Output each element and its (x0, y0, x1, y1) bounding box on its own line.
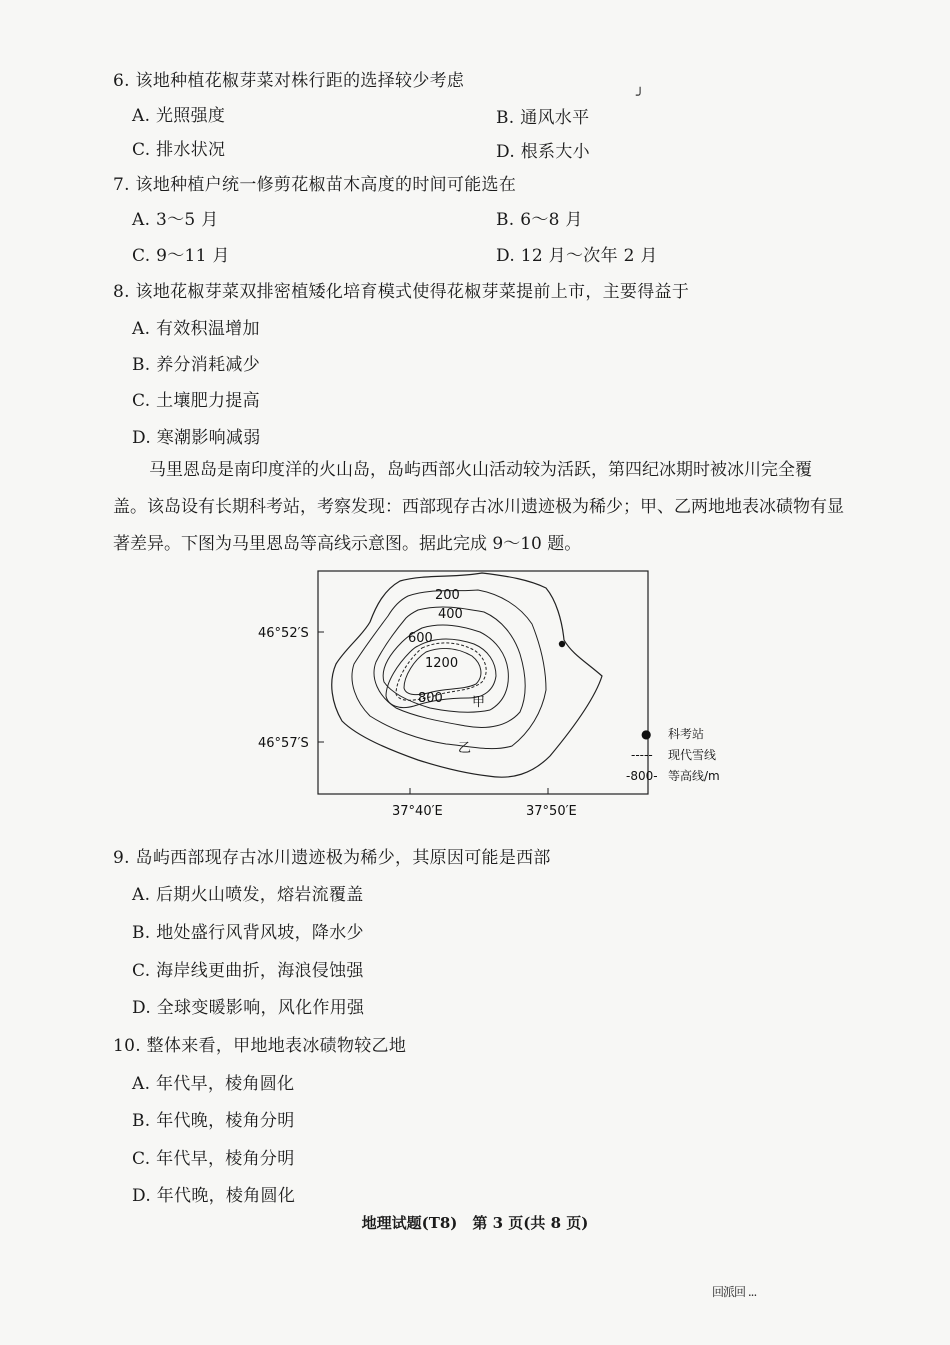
contour-map-svg (250, 566, 750, 826)
q7-option-a: A. 3～5 月 (132, 210, 219, 230)
q7-option-c: C. 9～11 月 (132, 246, 230, 266)
q9-option-c: C. 海岸线更曲折，海浪侵蚀强 (132, 961, 364, 981)
question-7-stem: 7. 该地种植户统一修剪花椒苗木高度的时间可能选在 (113, 175, 517, 195)
q8-option-b: B. 养分消耗减少 (132, 355, 260, 375)
corner-qr-text: 回派回 ... (712, 1285, 757, 1299)
legend-snowline: 现代雪线 (668, 748, 717, 762)
contour-label-600: 600 (408, 631, 433, 646)
contour-map (250, 566, 750, 826)
q10-option-c: C. 年代早，棱角分明 (132, 1149, 295, 1169)
question-9-stem: 9. 岛屿西部现存古冰川遗迹极为稀少，其原因可能是西部 (113, 848, 551, 868)
q7-option-d: D. 12 月～次年 2 月 (496, 246, 658, 266)
passage-line-3: 著差异。下图为马里恩岛等高线示意图。据此完成 9～10 题。 (113, 534, 582, 554)
question-6-stem: 6. 该地种植花椒芽菜对株行距的选择较少考虑 (113, 71, 465, 91)
q8-option-a: A. 有效积温增加 (132, 319, 260, 339)
q8-option-c: C. 土壤肥力提高 (132, 391, 260, 411)
reading-passage (113, 452, 873, 563)
lat-label-1: 46°52′S (258, 626, 309, 641)
research-station-dot (559, 641, 565, 647)
passage-line-1: 马里恩岛是南印度洋的火山岛，岛屿西部火山活动较为活跃，第四纪冰期时被冰川完全覆 (149, 460, 812, 480)
q6-option-c: C. 排水状况 (132, 140, 226, 160)
q10-option-b: B. 年代晚，棱角分明 (132, 1111, 295, 1131)
legend-station-symbol: ● (641, 727, 652, 741)
question-10-stem: 10. 整体来看，甲地地表冰碛物较乙地 (113, 1036, 407, 1056)
q10-option-d: D. 年代晚，棱角圆化 (132, 1186, 296, 1206)
lon-label-2: 37°50′E (526, 804, 577, 819)
place-label-jia: 甲 (472, 695, 486, 710)
q6-option-a: A. 光照强度 (132, 106, 226, 126)
contour-label-800: 800 (418, 691, 443, 706)
q7-option-b: B. 6～8 月 (496, 210, 583, 230)
question-8-stem: 8. 该地花椒芽菜双排密植矮化培育模式使得花椒芽菜提前上市，主要得益于 (113, 282, 690, 302)
passage-line-2: 盖。该岛设有长期科考站，考察发现：西部现存古冰川遗迹极为稀少；甲、乙两地地表冰碛物有显 (113, 497, 844, 517)
page-footer: 地理试题(T8) 第 3 页(共 8 页) (361, 1214, 589, 1232)
q8-option-d: D. 寒潮影响减弱 (132, 428, 261, 448)
legend-contour-symbol: -800- (626, 769, 658, 783)
q9-option-b: B. 地处盛行风背风坡，降水少 (132, 923, 364, 943)
contour-label-1200: 1200 (425, 656, 459, 671)
legend-snowline-symbol: ----- (631, 748, 653, 762)
q6-option-b: B. 通风水平 (496, 108, 590, 128)
lon-label-1: 37°40′E (392, 804, 443, 819)
map-frame (318, 571, 648, 794)
legend-contour: 等高线/m (668, 769, 720, 783)
place-label-yi: 乙 (458, 741, 472, 756)
q9-option-d: D. 全球变暖影响，风化作用强 (132, 998, 365, 1018)
lat-label-2: 46°57′S (258, 736, 309, 751)
contour-label-200: 200 (435, 588, 460, 603)
q9-option-a: A. 后期火山喷发，熔岩流覆盖 (132, 885, 364, 905)
legend-station: 科考站 (668, 727, 705, 741)
stray-pen-mark: ╯ (636, 88, 645, 104)
q10-option-a: A. 年代早，棱角圆化 (132, 1074, 295, 1094)
contour-label-400: 400 (438, 607, 463, 622)
q6-option-d: D. 根系大小 (496, 142, 590, 162)
